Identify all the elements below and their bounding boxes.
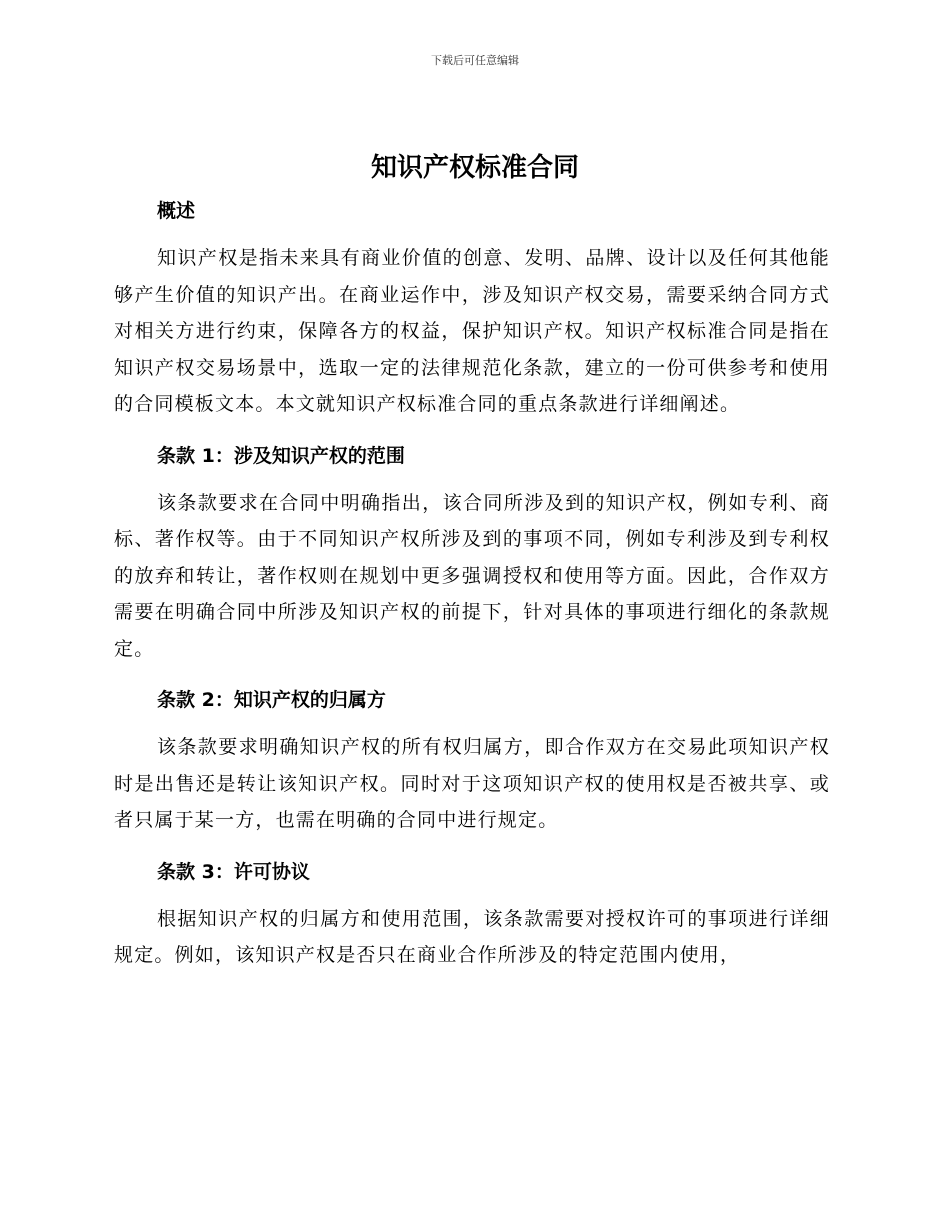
section-heading-clause-2: 条款 2：知识产权的归属方: [157, 689, 386, 711]
section-heading-clause-3: 条款 3：许可协议: [157, 860, 310, 883]
section-heading-overview: 概述: [157, 200, 196, 222]
document-title: 知识产权标准合同: [370, 153, 579, 183]
page-header-note: 下载后可任意编辑: [431, 54, 519, 67]
section-body-clause-3: 根据知识产权的归属方和使用范围，该条款需要对授权许可的事项进行详细规定。例如，该知识产权是否只在商业合作所涉及的特定范围内使用，: [114, 907, 830, 966]
section-body-overview: 知识产权是指未来具有商业价值的创意、发明、品牌、设计以及任何其他能够产生价值的知识产出。在商业运作中，涉及知识产权交易，需要采纳合同方式对相关方进行约束，保障各方的权益，保护知识产权。知识产权标准合同是指在知识产权交易场景中，选取一定的法律规范化条款，建立的一份可供参考和使用的合同模板文本。本文就知识产权标准合同的重点条款进行详细阐述。: [114, 247, 830, 415]
section-body-clause-2: 该条款要求明确知识产权的所有权归属方，即合作双方在交易此项知识产权时是出售还是转让该知识产权。同时对于这项知识产权的使用权是否被共享、或者只属于某一方，也需在明确的合同中进行规定。: [114, 736, 830, 831]
section-heading-clause-1: 条款 1：涉及知识产权的范围: [157, 444, 405, 467]
section-body-clause-1: 该条款要求在合同中明确指出，该合同所涉及到的知识产权，例如专利、商标、著作权等。由于不同知识产权所涉及到的事项不同，例如专利涉及到专利权的放弃和转让，著作权则在规划中更多强调授权和使用等方面。因此，合作双方需要在明确合同中所涉及知识产权的前提下，针对具体的事项进行细化的条款规定。: [114, 491, 830, 660]
document-body: [114, 194, 830, 974]
